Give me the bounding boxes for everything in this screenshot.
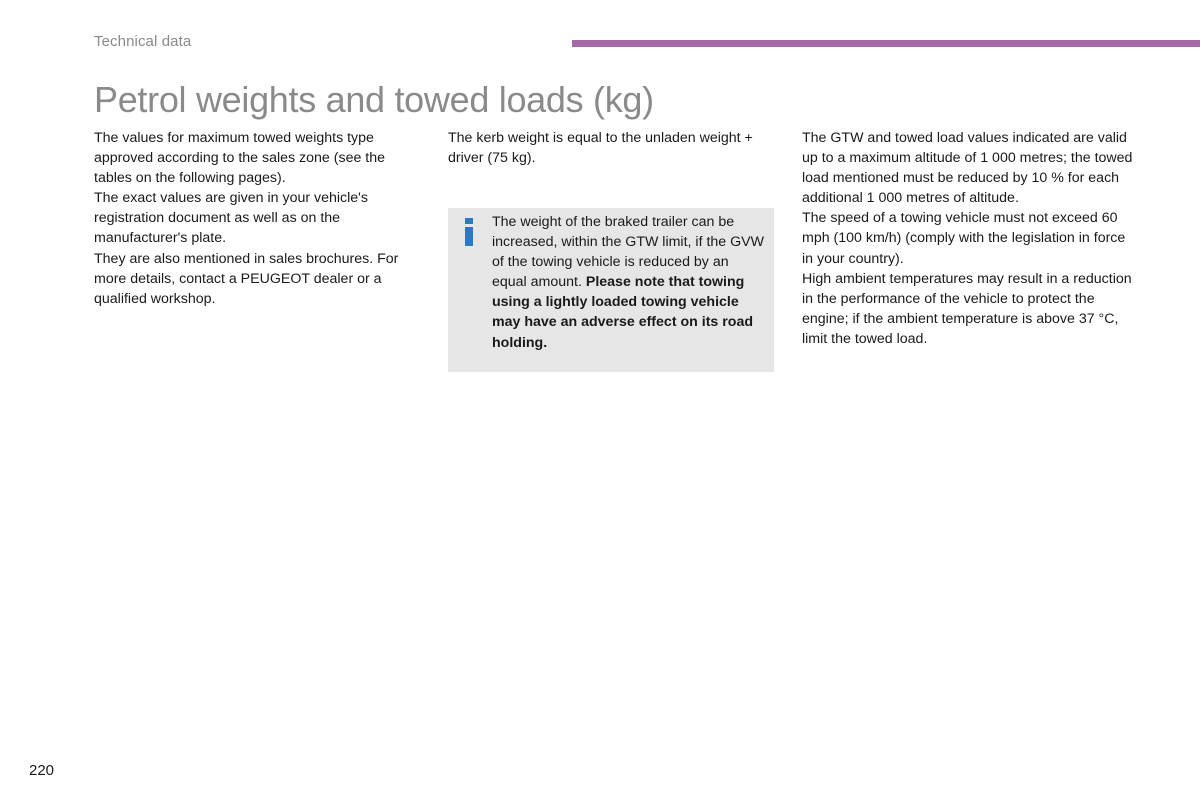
paragraph: The values for maximum towed weights type approved according to the sales zone (see the tables on the following pages). (94, 130, 386, 187)
page-number: 220 (29, 762, 55, 779)
header-accent-bar (572, 40, 1200, 47)
paragraph: The kerb weight is equal to the unladen weight + driver (75 kg). (448, 130, 753, 167)
column-2 (448, 128, 778, 168)
paragraph: The GTW and towed load values indicated are valid up to a maximum altitude of 1 000 metres; the towed load mentioned must be reduced by 10 % for each additional 1 000 metres of altitude. (802, 130, 1133, 207)
column-1 (94, 128, 424, 309)
paragraph: The exact values are given in your vehicle's registration document as well as on the manufacturer's plate. (94, 190, 368, 247)
paragraph: They are also mentioned in sales brochures. For more details, contact a PEUGEOT dealer or a qualified workshop. (94, 250, 399, 307)
info-text-regular: The weight of the braked trailer can be increased, within the GTW limit, if the GVW of the towing vehicle is reduced by an equal amount. (492, 214, 765, 291)
info-box (448, 208, 774, 372)
column-3 (802, 128, 1138, 349)
paragraph: High ambient temperatures may result in a reduction in the performance of the vehicle to protect the engine; if the ambient temperature is above 37 °C, limit the towed load. (802, 270, 1132, 347)
info-text-bold: Please note that towing using a lightly loaded towing vehicle may have an adverse effect on its road holding. (492, 274, 754, 351)
section-label: Technical data (94, 33, 192, 50)
page-title: Petrol weights and towed loads (kg) (94, 79, 654, 120)
info-box-text (492, 212, 764, 353)
info-icon (465, 218, 473, 244)
paragraph: The speed of a towing vehicle must not exceed 60 mph (100 km/h) (comply with the legislation in force in your country). (802, 210, 1126, 267)
